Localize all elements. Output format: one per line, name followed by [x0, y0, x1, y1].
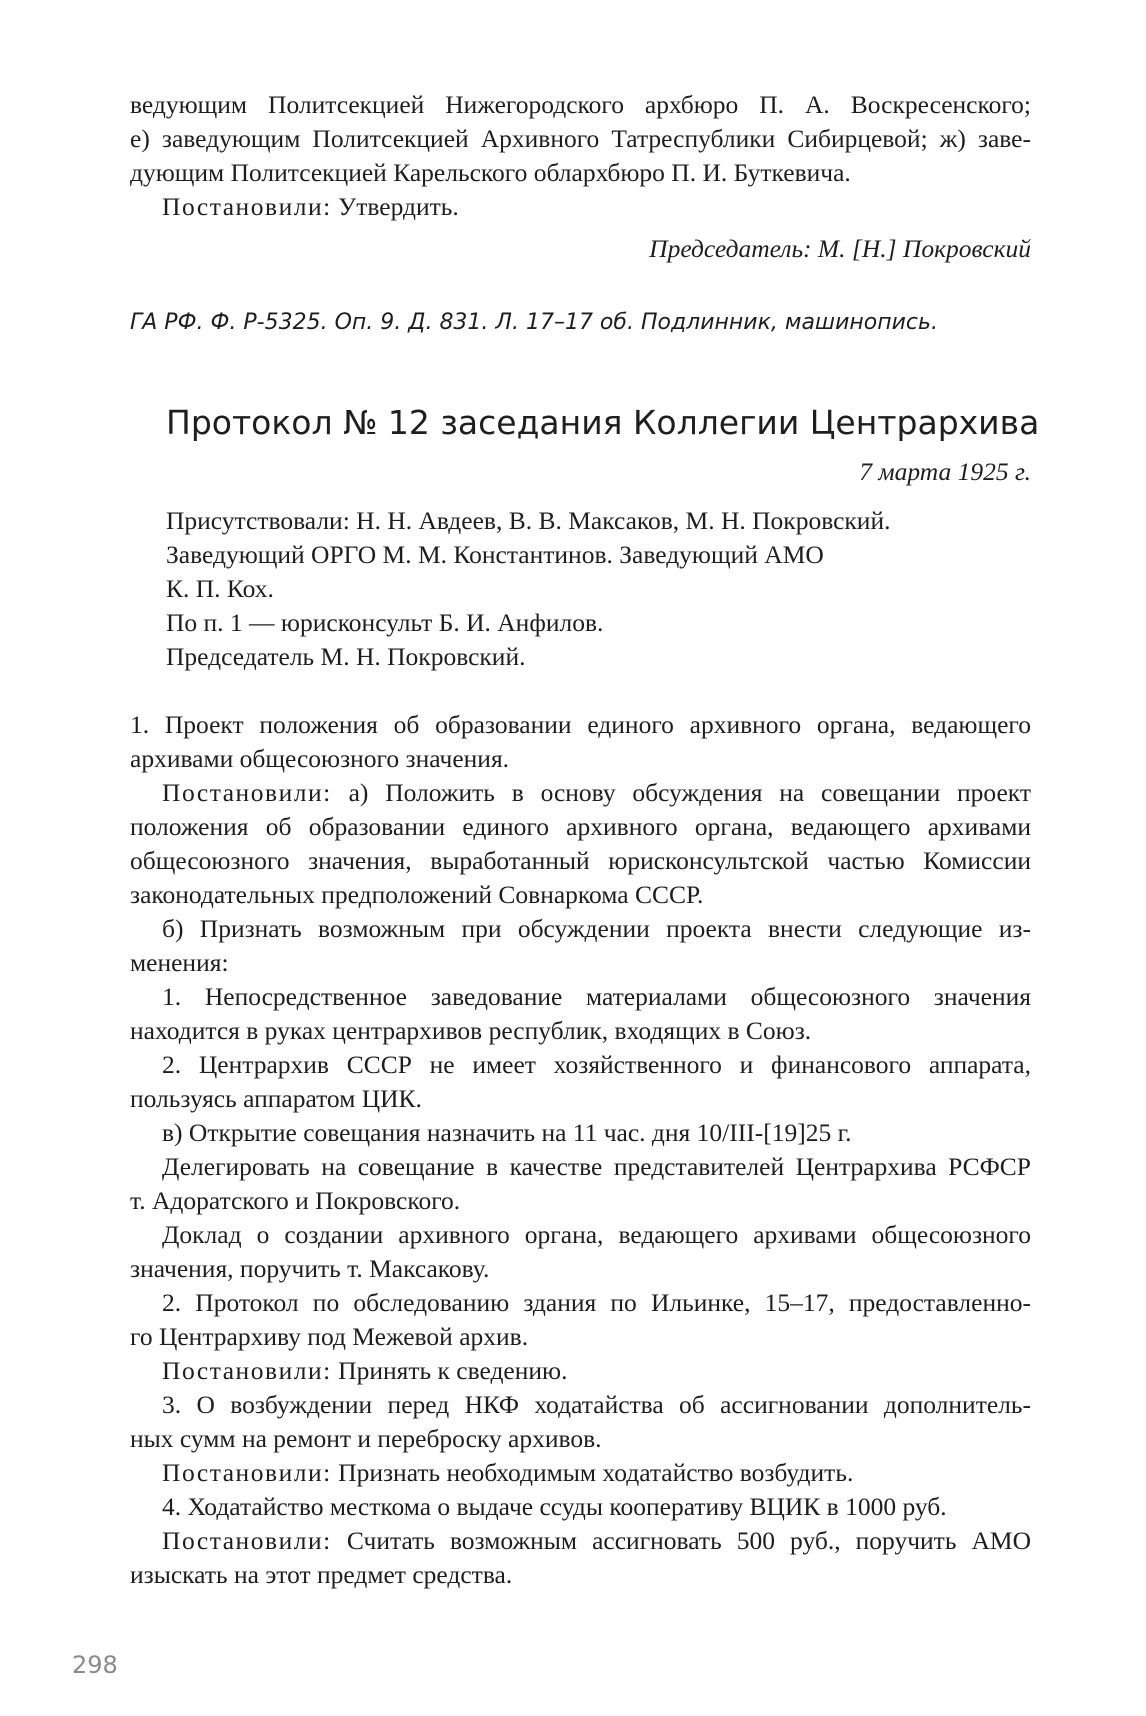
text-line: Делегировать на совещание в качестве представителей Центрархива РСФСР	[162, 1152, 1031, 1181]
text-line: находится в руках центрархивов республик, входящих в Союз.	[130, 1016, 812, 1045]
resolution-line	[162, 1354, 567, 1388]
resolution-text: Считать возможным ассигновать 500 руб., поручить АМО	[346, 1526, 1032, 1555]
archival-source: ГА РФ. Ф. Р-5325. Оп. 9. Д. 831. Л. 17–17 об. Подлинник, машинопись.	[130, 310, 938, 335]
resolution-label: Постановили:	[162, 778, 332, 807]
text-line: дующим Политсекцией Карельского облархбюро П. И. Буткевича.	[130, 158, 851, 187]
item-line: 3. О возбуждении перед НКФ ходатайства об ассигновании дополнитель-	[162, 1390, 1031, 1419]
text-line: 2. Центрархив СССР не имеет хозяйственного и финансового аппарата,	[162, 1050, 1031, 1079]
text-line: пользуясь аппаратом ЦИК.	[130, 1084, 422, 1113]
text-line: ведующим Политсекцией Нижегородского архбюро П. А. Воскресенского;	[130, 90, 1031, 119]
text-line: 1. Непосредственное заведование материалами общесоюзного значения	[162, 982, 1031, 1011]
text-line: общесоюзного значения, выработанный юрисконсультской частью Комиссии	[130, 846, 1031, 875]
text-line: е) заведующим Политсекцией Архивного Татреспублики Сибирцевой; ж) заве-	[130, 124, 1031, 153]
protocol-title: Протокол № 12 заседания Коллегии Центрархива	[166, 403, 1040, 442]
item-line: го Центрархиву под Межевой архив.	[130, 1322, 529, 1351]
resolution-line	[162, 190, 459, 224]
page-number: 298	[72, 1651, 118, 1679]
resolution-text: а) Положить в основу обсуждения на совещании проект	[348, 778, 1031, 807]
resolution-text: Принять к сведению.	[338, 1356, 568, 1385]
resolution-label: Постановили:	[162, 192, 332, 221]
protocol-date: 7 марта 1925 г.	[859, 457, 1031, 486]
attendance-line: По п. 1 — юрисконсульт Б. И. Анфилов.	[166, 608, 604, 637]
text-line: т. Адоратского и Покровского.	[130, 1186, 461, 1215]
item-line: ных сумм на ремонт и переброску архивов.	[130, 1424, 602, 1453]
item-line: 2. Протокол по обследованию здания по Ильинке, 15–17, предоставленно-	[162, 1288, 1031, 1317]
text-line: б) Признать возможным при обсуждении проекта внести следующие из-	[162, 914, 1031, 943]
item-line: 4. Ходатайство месткома о выдаче ссуды кооперативу ВЦИК в 1000 руб.	[162, 1492, 947, 1521]
resolution-line	[162, 776, 1031, 810]
text-line: положения об образовании единого архивного органа, ведающего архивами	[130, 812, 1031, 841]
resolution-text: Утвердить.	[338, 192, 459, 221]
text-line: Доклад о создании архивного органа, ведающего архивами общесоюзного	[162, 1220, 1031, 1249]
item-line: 1. Проект положения об образовании единого архивного органа, ведающего	[130, 710, 1031, 739]
resolution-label: Постановили:	[162, 1526, 332, 1555]
attendance-line: К. П. Кох.	[166, 574, 274, 603]
text-line: менения:	[130, 948, 229, 977]
resolution-line	[162, 1524, 1031, 1558]
resolution-label: Постановили:	[162, 1356, 332, 1385]
item-line: архивами общесоюзного значения.	[130, 744, 510, 773]
text-line: значения, поручить т. Максакову.	[130, 1254, 490, 1283]
resolution-line	[162, 1456, 853, 1490]
attendance-line: Присутствовали: Н. Н. Авдеев, В. В. Максаков, М. Н. Покровский.	[166, 506, 891, 535]
text-line: в) Открытие совещания назначить на 11 час. дня 10/III-[19]25 г.	[162, 1118, 852, 1147]
attendance-line: Заведующий ОРГО М. М. Константинов. Заведующий АМО	[166, 540, 824, 569]
attendance-line: Председатель М. Н. Покровский.	[166, 642, 526, 671]
signature: Председатель: М. [Н.] Покровский	[649, 234, 1031, 263]
text-line: законодательных предположений Совнаркома СССР.	[130, 880, 704, 909]
resolution-label: Постановили:	[162, 1458, 332, 1487]
text-line: изыскать на этот предмет средства.	[130, 1560, 513, 1589]
resolution-text: Признать необходимым ходатайство возбудить.	[338, 1458, 854, 1487]
